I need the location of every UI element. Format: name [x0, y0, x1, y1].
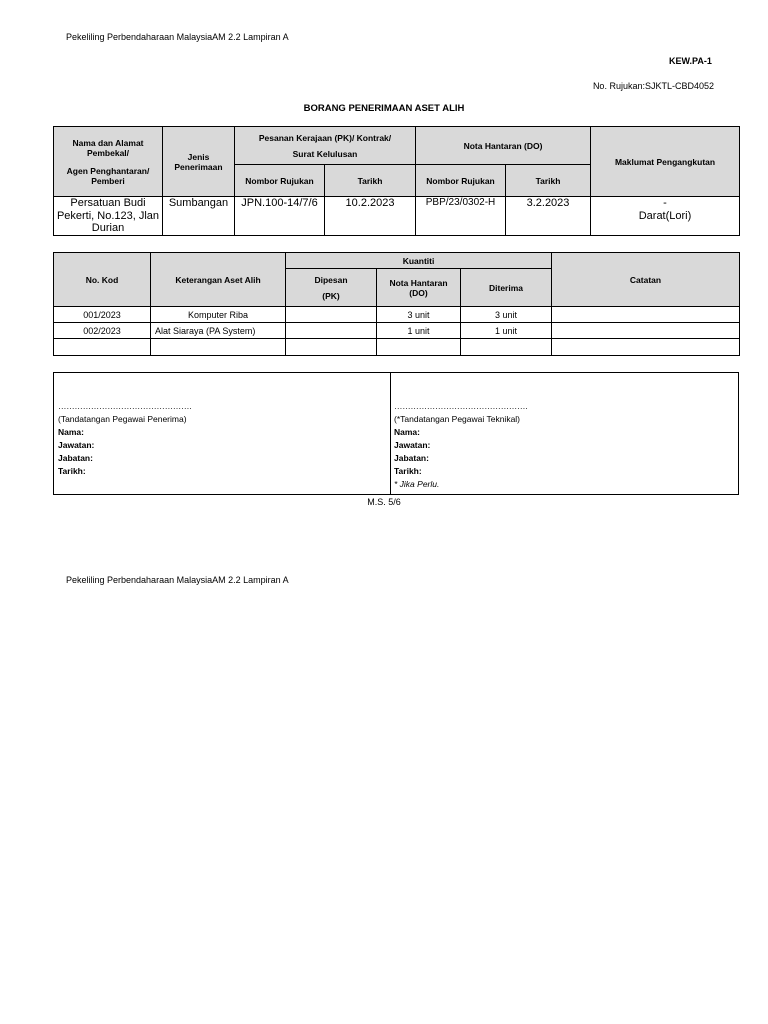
signature-caption: (Tandatangan Pegawai Penerima) — [58, 414, 187, 424]
delivery-qty-cell: 1 unit — [377, 323, 461, 339]
delivery-date-cell: 3.2.2023 — [506, 197, 591, 236]
code-header: No. Kod — [54, 253, 151, 307]
ordered-header: Dipesan (PK) — [286, 269, 377, 307]
department-label: Jabatan: — [58, 453, 93, 463]
ordered-cell — [286, 307, 377, 323]
position-label: Jawatan: — [394, 440, 431, 450]
notes-header: Catatan — [552, 253, 740, 307]
supplier-cell: Persatuan Budi Pekerti, No.123, Jlan Durian — [54, 197, 163, 236]
supplier-header: Nama dan Alamat Pembekal/ Agen Penghantaran/ Pemberi — [54, 127, 163, 197]
footnote: * Jika Perlu. — [394, 479, 440, 489]
notes-cell — [552, 339, 740, 356]
delivery-qty-cell — [377, 339, 461, 356]
receipt-type-header: Jenis Penerimaan — [163, 127, 235, 197]
code-cell — [54, 339, 151, 356]
name-label: Nama: — [58, 427, 84, 437]
delivery-reference-cell: PBP/23/0302-H — [416, 197, 506, 236]
received-cell — [461, 339, 552, 356]
date-label: Tarikh: — [394, 466, 422, 476]
form-title: BORANG PENERIMAAN ASET ALIH — [303, 103, 465, 114]
delivery-qty-header: Nota Hantaran (DO) — [377, 269, 461, 307]
signature-caption: (*Tandatangan Pegawai Teknikal) — [394, 414, 521, 424]
date-label: Tarikh: — [58, 466, 86, 476]
notes-cell — [552, 307, 740, 323]
delivery-date-header: Tarikh — [506, 165, 591, 197]
table-row — [54, 339, 740, 356]
received-cell: 3 unit — [461, 307, 552, 323]
signature-line: …………………………………………. — [58, 401, 192, 411]
circular-header: Pekeliling Perbendaharaan MalaysiaAM 2.2 Lampiran A — [66, 32, 289, 42]
signature-block — [53, 372, 739, 495]
delivery-qty-cell: 3 unit — [377, 307, 461, 323]
form-code: KEW.PA-1 — [669, 56, 712, 66]
circular-footer: Pekeliling Perbendaharaan MalaysiaAM 2.2 Lampiran A — [66, 575, 289, 585]
notes-cell — [552, 323, 740, 339]
receiver-signature-section — [54, 373, 391, 494]
table-row — [54, 307, 740, 323]
order-reference-header: Nombor Rujukan — [235, 165, 325, 197]
order-date-cell: 10.2.2023 — [325, 197, 416, 236]
description-cell: Komputer Riba — [151, 307, 286, 323]
ordered-cell — [286, 339, 377, 356]
code-cell: 002/2023 — [54, 323, 151, 339]
asset-table — [53, 252, 740, 356]
department-label: Jabatan: — [394, 453, 429, 463]
description-cell — [151, 339, 286, 356]
ordered-cell — [286, 323, 377, 339]
delivery-reference-header: Nombor Rujukan — [416, 165, 506, 197]
description-cell: Alat Siaraya (PA System) — [151, 323, 286, 339]
quantity-header: Kuantiti — [286, 253, 552, 269]
table-row — [54, 323, 740, 339]
technical-signature-section — [390, 373, 738, 494]
description-header: Keterangan Aset Alih — [151, 253, 286, 307]
page-number: M.S. 5/6 — [367, 497, 401, 507]
signature-line: …………………………………………. — [394, 401, 528, 411]
receipt-type-cell: Sumbangan — [163, 197, 235, 236]
government-order-header: Pesanan Kerajaan (PK)/ Kontrak/ Surat Kelulusan — [235, 127, 416, 165]
receipt-info-table — [53, 126, 740, 236]
code-cell: 001/2023 — [54, 307, 151, 323]
reference-number: No. Rujukan:SJKTL-CBD4052 — [592, 81, 714, 91]
name-label: Nama: — [394, 427, 420, 437]
order-date-header: Tarikh — [325, 165, 416, 197]
delivery-note-header: Nota Hantaran (DO) — [416, 127, 591, 165]
received-header: Diterima — [461, 269, 552, 307]
order-reference-cell: JPN.100-14/7/6 — [235, 197, 325, 236]
received-cell: 1 unit — [461, 323, 552, 339]
transport-info-header: Maklumat Pengangkutan — [591, 127, 740, 197]
position-label: Jawatan: — [58, 440, 95, 450]
transport-cell: - Darat(Lori) — [591, 197, 740, 236]
